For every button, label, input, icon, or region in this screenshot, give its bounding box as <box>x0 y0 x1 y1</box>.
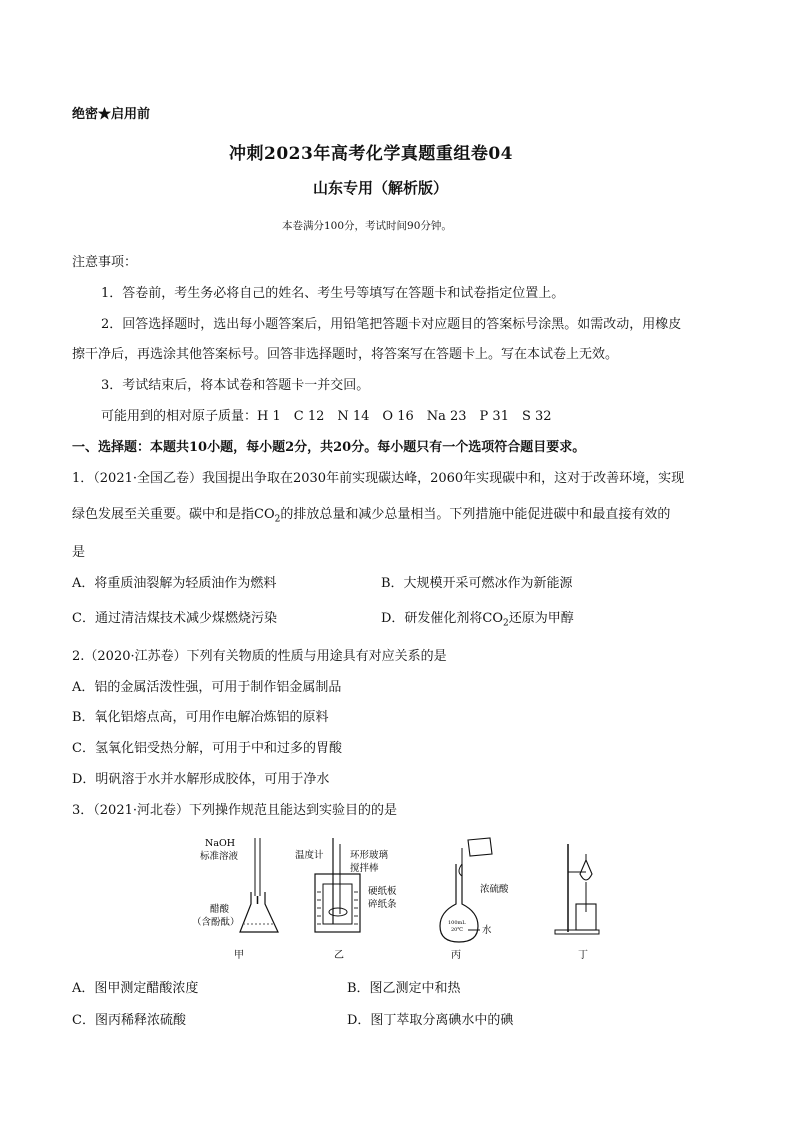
label-jia: 甲 <box>234 950 244 961</box>
q1-option-d <box>381 607 574 629</box>
label-acetic: 醋酸 <box>210 904 230 915</box>
q2-option-a: A．铝的金属活泼性强，可用于制作铝金属制品 <box>72 680 342 695</box>
q3-option-d: D．图丁萃取分离碘水中的碘 <box>347 1013 514 1028</box>
page-subtitle: 山东专用（解析版） <box>313 179 449 197</box>
atomic-masses: 可能用到的相对原子质量：H 1 C 12 N 14 O 16 Na 23 P 31 S 32 <box>101 409 552 424</box>
secret-mark: 绝密★启用前 <box>72 107 151 122</box>
section-heading: 一、选择题：本题共10小题，每小题2分，共20分。每小题只有一个选项符合题目要求。 <box>72 440 586 455</box>
label-yi: 乙 <box>334 950 344 961</box>
q2-option-b: B．氧化铝熔点高，可用作电解冶炼铝的原料 <box>72 710 329 725</box>
label-bing: 丙 <box>451 950 461 961</box>
label-flask-20c: 20℃ <box>451 927 463 933</box>
label-phenol: （含酚酞） <box>192 917 240 928</box>
q2-option-d: D．明矾溶于水并水解形成胶体，可用于净水 <box>72 772 330 787</box>
q1-optd-post: 还原为甲醇 <box>508 611 574 626</box>
q1-optd-pre: D．研发催化剂将CO <box>381 611 504 626</box>
q1-line2-post: 的排放总量和减少总量相当。下列措施中能促进碳中和最直接有效的 <box>280 507 671 522</box>
note-item-2-cont: 擦干净后，再选涂其他答案标号。回答非选择题时，将答案写在答题卡上。写在本试卷上无效。 <box>72 347 619 362</box>
label-cardboard: 硬纸板 <box>368 886 397 897</box>
label-conc-acid: 浓硫酸 <box>480 884 509 895</box>
label-ring-stirrer-2: 搅拌棒 <box>350 863 379 874</box>
notes-heading: 注意事项： <box>72 255 138 270</box>
label-water: 水 <box>482 925 492 936</box>
label-flask-100ml: 100mL <box>448 920 466 926</box>
q3-stem: 3．（2021·河北卷）下列操作规范且能达到实验目的的是 <box>72 803 397 818</box>
apparatus-bing <box>440 838 509 961</box>
label-paper-scraps: 碎纸条 <box>368 899 397 910</box>
q1-option-a: A．将重质油裂解为轻质油作为燃料 <box>72 576 277 591</box>
note-item-2: 2．回答选择题时，选出每小题答案后，用铅笔把答题卡对应题目的答案标号涂黑。如需改动，用橡皮 <box>101 317 682 332</box>
q1-stem-line1: 1．（2021·全国乙卷）我国提出争取在2030年前实现碳达峰，2060年实现碳中和，这对于改善环境，实现 <box>72 471 685 486</box>
label-std-solution: 标准溶液 <box>200 851 239 862</box>
q1-line2-pre: 绿色发展至关重要。碳中和是指CO <box>72 507 275 522</box>
q3-option-a: A．图甲测定醋酸浓度 <box>72 981 199 996</box>
page-title: 冲刺2023年高考化学真题重组卷04 <box>229 144 513 164</box>
score-time-note: 本卷满分100分，考试时间90分钟。 <box>282 220 452 232</box>
q1-option-b: B．大规模开采可燃冰作为新能源 <box>381 576 573 591</box>
q1-line2-sub: 2 <box>274 514 281 525</box>
apparatus-jia <box>192 838 278 961</box>
apparatus-ding <box>555 844 599 961</box>
q2-option-c: C．氢氧化铝受热分解，可用于中和过多的胃酸 <box>72 741 342 756</box>
label-ring-stirrer-1: 环形玻璃 <box>350 850 389 861</box>
q3-option-c: C．图丙稀释浓硫酸 <box>72 1013 186 1028</box>
q1-option-c: C．通过清洁煤技术减少煤燃烧污染 <box>72 611 277 626</box>
label-ding: 丁 <box>578 950 588 961</box>
note-item-1: 1．答卷前，考生务必将自己的姓名、考生号等填写在答题卡和试卷指定位置上。 <box>101 286 565 301</box>
q3-apparatus-figure <box>150 834 620 964</box>
apparatus-yi <box>295 838 397 961</box>
q3-option-b: B．图乙测定中和热 <box>347 981 461 996</box>
q2-stem: 2.（2020·江苏卷）下列有关物质的性质与用途具有对应关系的是 <box>72 649 447 664</box>
q1-optd-sub: 2 <box>503 618 509 629</box>
label-naoh: NaOH <box>205 838 236 849</box>
q1-stem-line2 <box>72 503 670 525</box>
q1-stem-line3: 是 <box>72 545 86 560</box>
label-thermometer: 温度计 <box>295 850 324 861</box>
note-item-3: 3．考试结束后，将本试卷和答题卡一并交回。 <box>101 378 370 393</box>
